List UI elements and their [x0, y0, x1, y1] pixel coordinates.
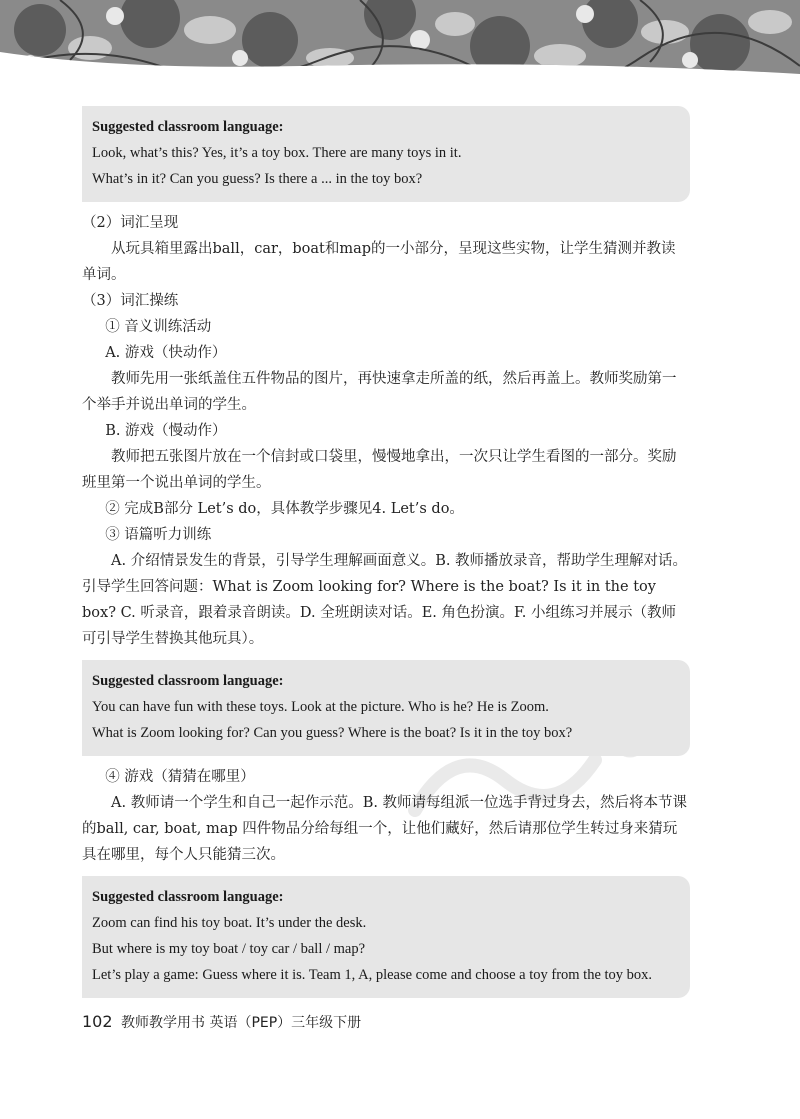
section-heading-vocabulary-practice: （3）词汇操练	[82, 293, 179, 309]
box-line: What’s in it? Can you guess? Is there a ... in the toy box?	[92, 171, 423, 187]
classroom-language-box-3	[82, 876, 690, 998]
paragraph: 从玩具箱里露出ball，car，boat和map的一小部分，呈现这些实物，让学生猜测并教读单词。	[82, 241, 676, 283]
page-footer	[82, 1012, 361, 1032]
section-heading-vocabulary-presentation: （2）词汇呈现	[82, 215, 179, 231]
list-item-heading: ④ 游戏（猜猜在哪里）	[105, 769, 255, 785]
box-line: Let’s play a game: Guess where it is. Team 1, A, please come and choose a toy from the toy box.	[92, 967, 653, 983]
paragraph: A. 介绍情景发生的背景，引导学生理解画面意义。B. 教师播放录音，帮助学生理解对话。引导学生回答问题：What is Zoom looking for? Where is the boat? Is it in the toy box? C. 听录音，跟着录音朗读。D. 全班朗读对话。E. 角色扮演。F. 小组练习并展示（教师可引导学生替换其他玩具）。	[82, 553, 688, 647]
box-line: But where is my toy boat / toy car / ball / map?	[92, 941, 366, 957]
game-title: B. 游戏（慢动作）	[105, 423, 227, 439]
box-line: You can have fun with these toys. Look at the picture. Who is he? He is Zoom.	[92, 699, 549, 715]
paragraph: 教师先用一张纸盖住五件物品的图片，再快速拿走所盖的纸，然后再盖上。教师奖励第一个举手并说出单词的学生。	[82, 371, 677, 413]
page-number: 102	[82, 1012, 113, 1031]
box-line: Look, what’s this? Yes, it’s a toy box. There are many toys in it.	[92, 145, 462, 161]
list-item-heading: ② 完成B部分 Let’s do，具体教学步骤见4. Let’s do。	[105, 501, 464, 517]
box-title: Suggested classroom language:	[92, 889, 284, 905]
classroom-language-box-2	[82, 660, 690, 756]
box-line: Zoom can find his toy boat. It’s under the desk.	[92, 915, 367, 931]
list-item-heading: ① 音义训练活动	[105, 319, 212, 335]
box-title: Suggested classroom language:	[92, 119, 284, 135]
paragraph: A. 教师请一个学生和自己一起作示范。B. 教师请每组派一位选手背过身去，然后将本节课的ball, car, boat, map 四件物品分给每组一个，让他们藏好，然后请那位学生转过身来猜玩具在哪里，每个人只能猜三次。	[82, 795, 688, 863]
box-title: Suggested classroom language:	[92, 673, 284, 689]
book-title: 教师教学用书 英语（PEP）三年级下册	[121, 1015, 362, 1031]
game-title: A. 游戏（快动作）	[105, 345, 227, 361]
paragraph: 教师把五张图片放在一个信封或口袋里，慢慢地拿出，一次只让学生看图的一部分。奖励班里第一个说出单词的学生。	[82, 449, 677, 491]
list-item-heading: ③ 语篇听力训练	[105, 527, 212, 543]
classroom-language-box-1	[82, 106, 690, 202]
box-line: What is Zoom looking for? Can you guess? Where is the boat? Is it in the toy box?	[92, 725, 573, 741]
floral-banner	[0, 0, 800, 92]
page-content	[82, 106, 690, 998]
